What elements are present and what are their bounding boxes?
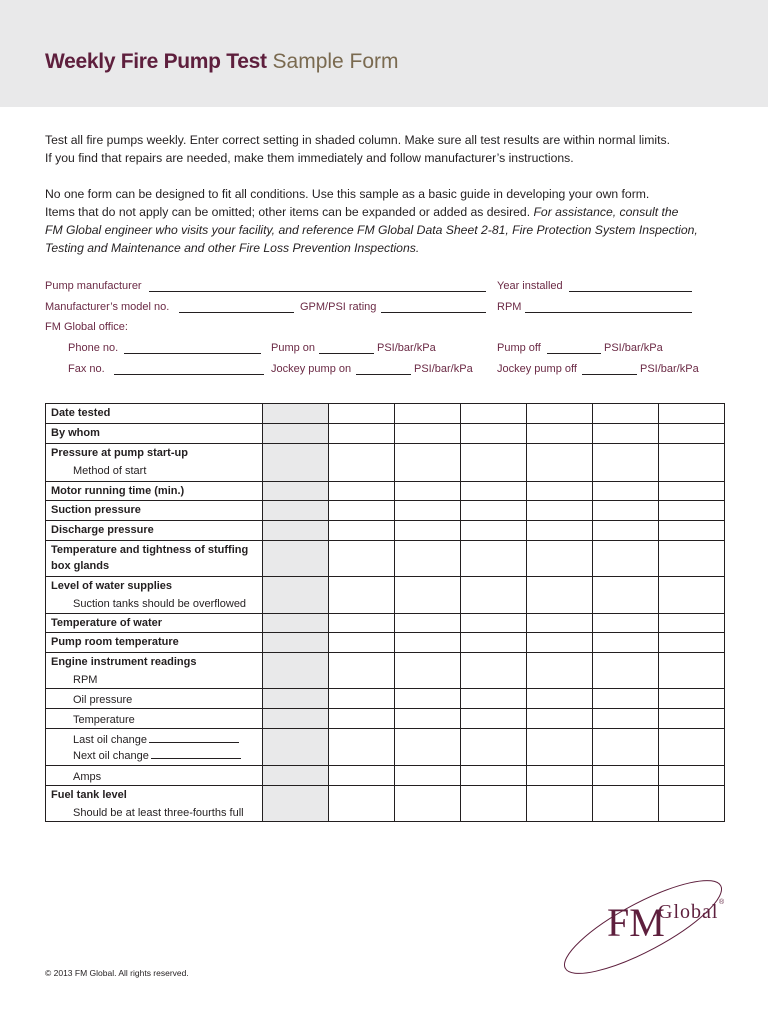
entry-cell[interactable] [395,501,461,521]
next-oil-field[interactable] [151,749,241,759]
model-no-label: Manufacturer’s model no. [45,301,170,313]
test-log-table [45,403,725,822]
entry-cell[interactable] [461,709,527,729]
jockey-on-field[interactable] [356,374,411,375]
entry-cell[interactable] [527,541,593,577]
intro-paragraph-2 [45,185,735,257]
intro-line [45,221,735,239]
gpm-psi-field[interactable] [381,312,486,313]
pump-off-unit: PSI/bar/kPa [604,342,663,354]
title-light: Sample Form [272,50,399,73]
entry-cell[interactable] [593,689,659,709]
table-row [46,766,725,786]
row-label [46,424,263,444]
discharge-pressure-label: Discharge pressure [51,524,154,536]
entry-cell[interactable] [659,633,725,653]
table-row [46,633,725,653]
entry-cell[interactable] [461,521,527,541]
row-label [46,541,263,577]
entry-cell[interactable] [527,709,593,729]
logo-global-text: Global [658,901,719,923]
jockey-off-unit: PSI/bar/kPa [640,363,699,375]
engine-readings-label: Engine instrument readings [51,656,197,668]
table-row [46,521,725,541]
page-title [45,50,399,74]
year-installed-field[interactable] [569,291,692,292]
entry-cell[interactable] [461,404,527,424]
entry-cell[interactable] [395,653,461,689]
entry-cell[interactable] [659,424,725,444]
pump-on-label: Pump on [271,342,316,354]
logo-registered-mark: ® [719,899,725,906]
last-oil-field[interactable] [149,733,239,743]
entry-cell[interactable] [461,541,527,577]
entry-cell[interactable] [659,653,725,689]
row-label [46,709,263,729]
entry-cell[interactable] [593,729,659,766]
entry-cell[interactable] [593,404,659,424]
fm-global-logo [553,872,733,982]
row-label [46,614,263,633]
setting-cell[interactable] [263,709,329,729]
next-oil-label: Next oil change [73,750,149,762]
entry-cell[interactable] [395,766,461,786]
entry-cell[interactable] [527,424,593,444]
entry-cell[interactable] [659,577,725,614]
pump-on-field[interactable] [319,353,374,354]
entry-cell[interactable] [527,577,593,614]
row-label [46,521,263,541]
date-tested-label: Date tested [51,407,111,419]
table-row [46,424,725,444]
entry-cell[interactable] [329,404,395,424]
entry-cell[interactable] [593,444,659,482]
gpm-psi-label: GPM/PSI rating [300,301,377,313]
entry-cell[interactable] [395,521,461,541]
entry-cell[interactable] [329,729,395,766]
setting-cell[interactable] [263,404,329,424]
entry-cell[interactable] [395,577,461,614]
table-row [46,482,725,501]
entry-cell[interactable] [593,786,659,822]
entry-cell[interactable] [593,541,659,577]
entry-cell[interactable] [593,614,659,633]
row-label [46,633,263,653]
room-temp-label: Pump room temperature [51,636,179,648]
fuel-tank-label: Fuel tank level [51,789,127,801]
intro-line [45,203,735,221]
intro-paragraph-1 [45,131,735,167]
row-label [46,689,263,709]
entry-cell[interactable] [395,633,461,653]
entry-cell[interactable] [527,766,593,786]
entry-cell[interactable] [593,482,659,501]
entry-cell[interactable] [329,633,395,653]
setting-cell[interactable] [263,577,329,614]
entry-cell[interactable] [593,424,659,444]
entry-cell[interactable] [395,786,461,822]
entry-cell[interactable] [659,404,725,424]
entry-cell[interactable] [659,444,725,482]
pressure-startup-label: Pressure at pump start-up [51,447,188,459]
table-row [46,577,725,614]
entry-cell[interactable] [659,541,725,577]
intro-line [45,239,735,257]
setting-cell[interactable] [263,444,329,482]
entry-cell[interactable] [461,653,527,689]
entry-cell[interactable] [329,444,395,482]
entry-cell[interactable] [395,404,461,424]
model-no-field[interactable] [179,312,294,313]
entry-cell[interactable] [461,729,527,766]
entry-cell[interactable] [527,482,593,501]
entry-cell[interactable] [395,482,461,501]
table-row [46,614,725,633]
intro-line: If you find that repairs are needed, make them immediately and follow manufacturer’s instructions. [45,151,574,165]
jockey-on-unit: PSI/bar/kPa [414,363,473,375]
phone-field[interactable] [124,353,261,354]
fax-field[interactable] [114,374,264,375]
entry-cell[interactable] [461,482,527,501]
entry-cell[interactable] [461,633,527,653]
water-supplies-label: Level of water supplies [51,580,173,592]
entry-cell[interactable] [461,689,527,709]
entry-cell[interactable] [659,614,725,633]
setting-cell[interactable] [263,482,329,501]
year-installed-label: Year installed [497,280,563,292]
entry-cell[interactable] [329,614,395,633]
setting-cell[interactable] [263,501,329,521]
entry-cell[interactable] [527,444,593,482]
entry-cell[interactable] [527,501,593,521]
jockey-off-label: Jockey pump off [497,363,577,375]
pump-manufacturer-field[interactable] [149,291,486,292]
row-label [46,653,263,689]
entry-cell[interactable] [593,709,659,729]
entry-cell[interactable] [461,577,527,614]
entry-cell[interactable] [395,689,461,709]
intro-line: Test all fire pumps weekly. Enter correct setting in shaded column. Make sure all test results are within normal limits. [45,133,670,147]
intro-italic: Testing and Maintenance and other Fire Loss Prevention Inspections. [45,241,420,255]
intro-text: Items that do not apply can be omitted; other items can be expanded or added as desired. [45,205,534,219]
table-row [46,444,725,482]
entry-cell[interactable] [329,709,395,729]
rpm-reading-label: RPM [73,674,98,686]
row-label [46,482,263,501]
entry-cell[interactable] [659,501,725,521]
entry-cell[interactable] [527,614,593,633]
row-label [46,404,263,424]
row-label [46,577,263,614]
suction-tanks-label: Suction tanks should be overflowed [73,598,247,610]
table-row [46,709,725,729]
pump-off-label: Pump off [497,342,541,354]
setting-cell[interactable] [263,653,329,689]
method-of-start-label: Method of start [73,465,147,477]
entry-cell[interactable] [329,541,395,577]
table-row [46,786,725,822]
entry-cell[interactable] [329,424,395,444]
pump-on-unit: PSI/bar/kPa [377,342,436,354]
entry-cell[interactable] [329,689,395,709]
fuel-note-label: Should be at least three-fourths full [73,807,244,819]
logo-fm-text: FM [607,900,665,945]
pump-off-field[interactable] [547,353,601,354]
entry-cell[interactable] [659,709,725,729]
setting-cell[interactable] [263,521,329,541]
entry-cell[interactable] [659,729,725,766]
entry-cell[interactable] [593,577,659,614]
entry-cell[interactable] [329,482,395,501]
entry-cell[interactable] [659,689,725,709]
entry-cell[interactable] [461,786,527,822]
office-label: FM Global office: [45,321,128,333]
motor-running-label: Motor running time (min.) [51,485,185,497]
entry-cell[interactable] [395,729,461,766]
entry-cell[interactable] [329,653,395,689]
setting-cell[interactable] [263,786,329,822]
intro-line: No one form can be designed to fit all conditions. Use this sample as a basic guide in developing your own form. [45,187,650,201]
entry-cell[interactable] [659,766,725,786]
table-row [46,404,725,424]
entry-cell[interactable] [659,482,725,501]
fax-label: Fax no. [68,363,105,375]
entry-cell[interactable] [329,501,395,521]
table-row [46,689,725,709]
entry-cell[interactable] [527,521,593,541]
setting-cell[interactable] [263,766,329,786]
stuffing-label-1: Temperature and tightness of stuffing [51,544,249,556]
setting-cell[interactable] [263,729,329,766]
jockey-off-field[interactable] [582,374,637,375]
entry-cell[interactable] [329,577,395,614]
phone-label: Phone no. [68,342,119,354]
entry-cell[interactable] [395,709,461,729]
entry-cell[interactable] [461,614,527,633]
last-oil-change [51,730,257,748]
entry-cell[interactable] [395,444,461,482]
entry-cell[interactable] [461,424,527,444]
last-oil-label: Last oil change [73,734,147,746]
next-oil-change [51,748,257,764]
entry-cell[interactable] [593,633,659,653]
table-row [46,541,725,577]
row-label [46,444,263,482]
table-row [46,729,725,766]
row-label [46,501,263,521]
stuffing-label-2: box glands [51,560,110,572]
setting-cell[interactable] [263,689,329,709]
entry-cell[interactable] [659,521,725,541]
entry-cell[interactable] [527,633,593,653]
entry-cell[interactable] [395,541,461,577]
entry-cell[interactable] [593,521,659,541]
suction-pressure-label: Suction pressure [51,504,141,516]
setting-cell[interactable] [263,541,329,577]
entry-cell[interactable] [593,653,659,689]
table-row [46,501,725,521]
entry-cell[interactable] [527,729,593,766]
water-temp-label: Temperature of water [51,617,163,629]
setting-cell[interactable] [263,614,329,633]
oil-pressure-label: Oil pressure [73,694,133,706]
amps-label: Amps [73,771,102,783]
row-label [46,786,263,822]
entry-cell[interactable] [329,766,395,786]
entry-cell[interactable] [395,424,461,444]
entry-cell[interactable] [527,689,593,709]
entry-cell[interactable] [527,653,593,689]
entry-cell[interactable] [461,444,527,482]
setting-cell[interactable] [263,424,329,444]
entry-cell[interactable] [527,404,593,424]
entry-cell[interactable] [461,501,527,521]
intro-italic: For assistance, consult the [533,205,679,219]
entry-cell[interactable] [659,786,725,822]
temperature-label: Temperature [73,714,135,726]
entry-cell[interactable] [593,501,659,521]
entry-cell[interactable] [329,521,395,541]
by-whom-label: By whom [51,427,100,439]
entry-cell[interactable] [593,766,659,786]
row-label [46,766,263,786]
copyright: © 2013 FM Global. All rights reserved. [45,968,189,978]
row-label [46,729,263,766]
entry-cell[interactable] [527,786,593,822]
setting-cell[interactable] [263,633,329,653]
entry-cell[interactable] [461,766,527,786]
rpm-field[interactable] [525,312,692,313]
jockey-on-label: Jockey pump on [271,363,352,375]
entry-cell[interactable] [395,614,461,633]
entry-cell[interactable] [329,786,395,822]
intro-italic: FM Global engineer who visits your facility, and reference FM Global Data Sheet 2-81, Fire Protection System Inspection, [45,223,698,237]
table-row [46,653,725,689]
pump-manufacturer-label: Pump manufacturer [45,280,142,292]
title-bold: Weekly Fire Pump Test [45,50,267,73]
rpm-label: RPM [497,301,522,313]
